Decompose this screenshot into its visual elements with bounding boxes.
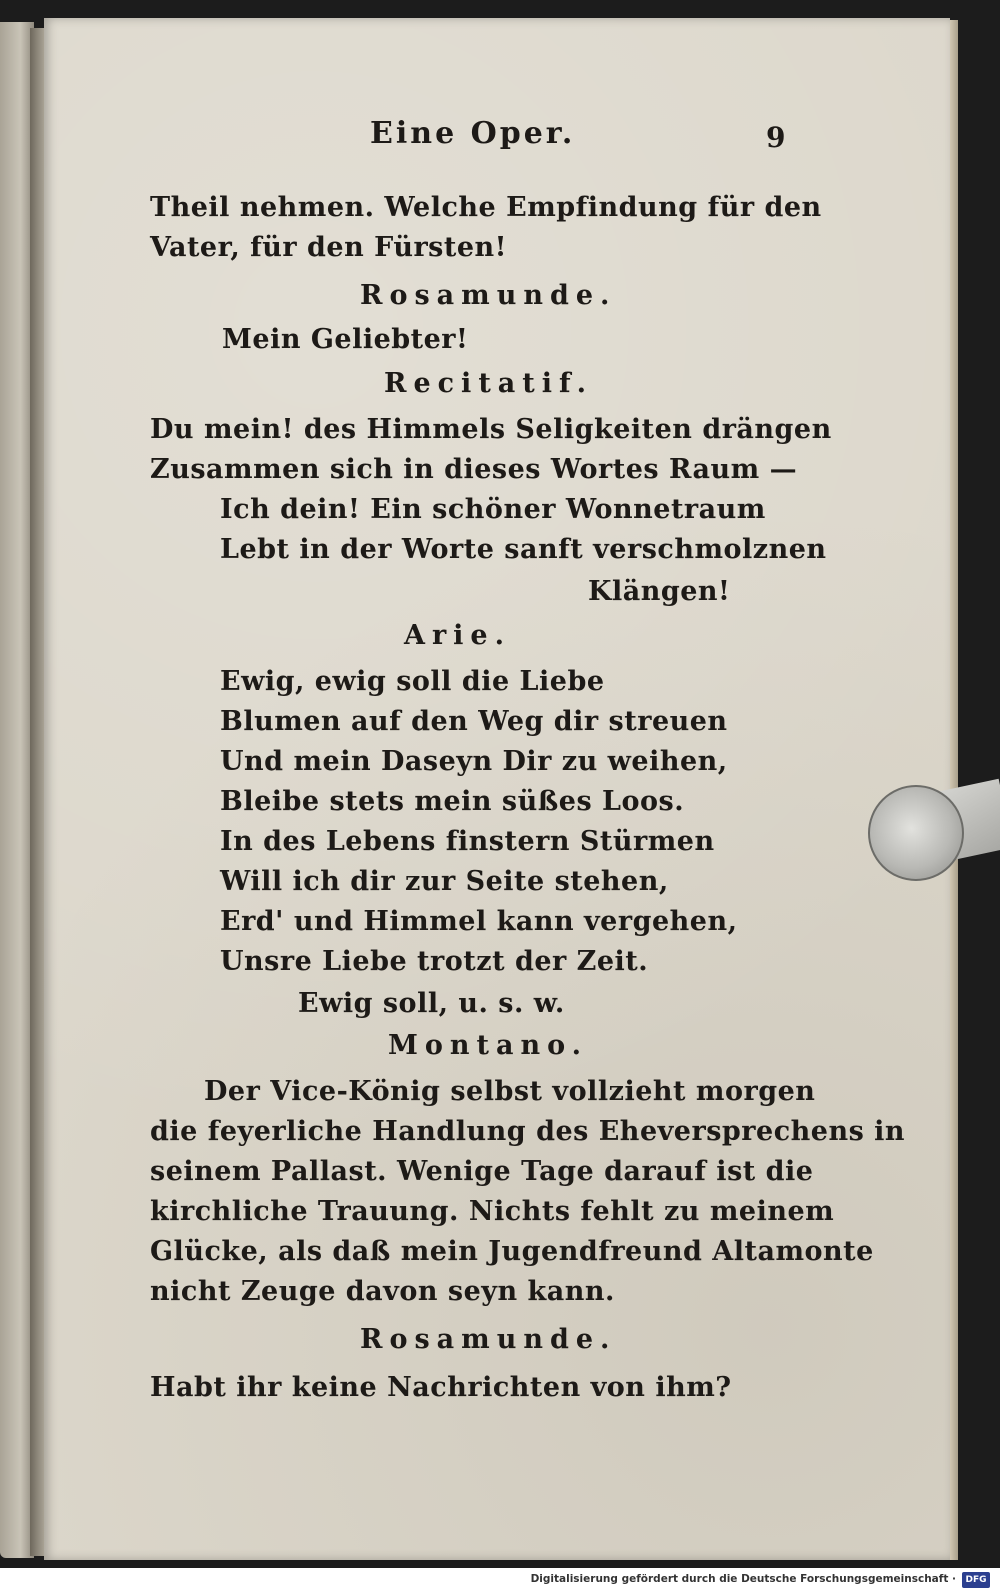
speaker-name: Montano.: [388, 1030, 589, 1061]
text-line: Theil nehmen. Welche Empfindung für den: [150, 192, 822, 223]
text-line: seinem Pallast. Wenige Tage darauf ist die: [150, 1156, 814, 1187]
verse-line: Unsre Liebe trotzt der Zeit.: [220, 946, 649, 977]
previous-page-edge: [0, 22, 34, 1558]
text-line: Klängen!: [588, 576, 731, 607]
page-number: 9: [766, 121, 786, 154]
footer-bar: [0, 1568, 1000, 1594]
text-line: Lebt in der Worte sanft verschmolznen: [220, 534, 827, 565]
text-line: Der Vice-König selbst vollzieht morgen: [204, 1076, 816, 1107]
text-line: Glücke, als daß mein Jugendfreund Altamonte: [150, 1236, 874, 1267]
text-line: Mein Geliebter!: [222, 324, 469, 355]
verse-line: Ewig, ewig soll die Liebe: [220, 666, 605, 697]
clip-head: [868, 785, 964, 881]
speaker-name: Rosamunde.: [360, 1324, 617, 1355]
funding-credit: Digitalisierung gefördert durch die Deutsche Forschungsgemeinschaft ·: [530, 1573, 956, 1585]
running-title: Eine Oper.: [370, 116, 576, 151]
text-line: Du mein! des Himmels Seligkeiten drängen: [150, 414, 832, 445]
text-line: kirchliche Trauung. Nichts fehlt zu meinem: [150, 1196, 835, 1227]
text-line: Habt ihr keine Nachrichten von ihm?: [150, 1372, 732, 1403]
text-line: die feyerliche Handlung des Eheversprechens in: [150, 1116, 906, 1147]
book-page: [44, 18, 950, 1560]
section-heading: Recitatif.: [384, 368, 594, 399]
verse-line: Erd' und Himmel kann vergehen,: [220, 906, 738, 937]
section-heading: Arie.: [404, 620, 512, 651]
verse-line: Bleibe stets mein süßes Loos.: [220, 786, 685, 817]
verse-line: Blumen auf den Weg dir streuen: [220, 706, 728, 737]
verse-line: Ewig soll, u. s. w.: [298, 988, 565, 1019]
page-clip: [868, 780, 1000, 890]
dfg-logo: DFG: [962, 1572, 990, 1588]
text-line: Zusammen sich in dieses Wortes Raum —: [150, 454, 798, 485]
text-line: Vater, für den Fürsten!: [150, 232, 508, 263]
verse-line: In des Lebens finstern Stürmen: [220, 826, 715, 857]
speaker-name: Rosamunde.: [360, 280, 617, 311]
verse-line: Und mein Daseyn Dir zu weihen,: [220, 746, 728, 777]
text-line: nicht Zeuge davon seyn kann.: [150, 1276, 615, 1307]
text-line: Ich dein! Ein schöner Wonnetraum: [220, 494, 766, 525]
verse-line: Will ich dir zur Seite stehen,: [220, 866, 669, 897]
